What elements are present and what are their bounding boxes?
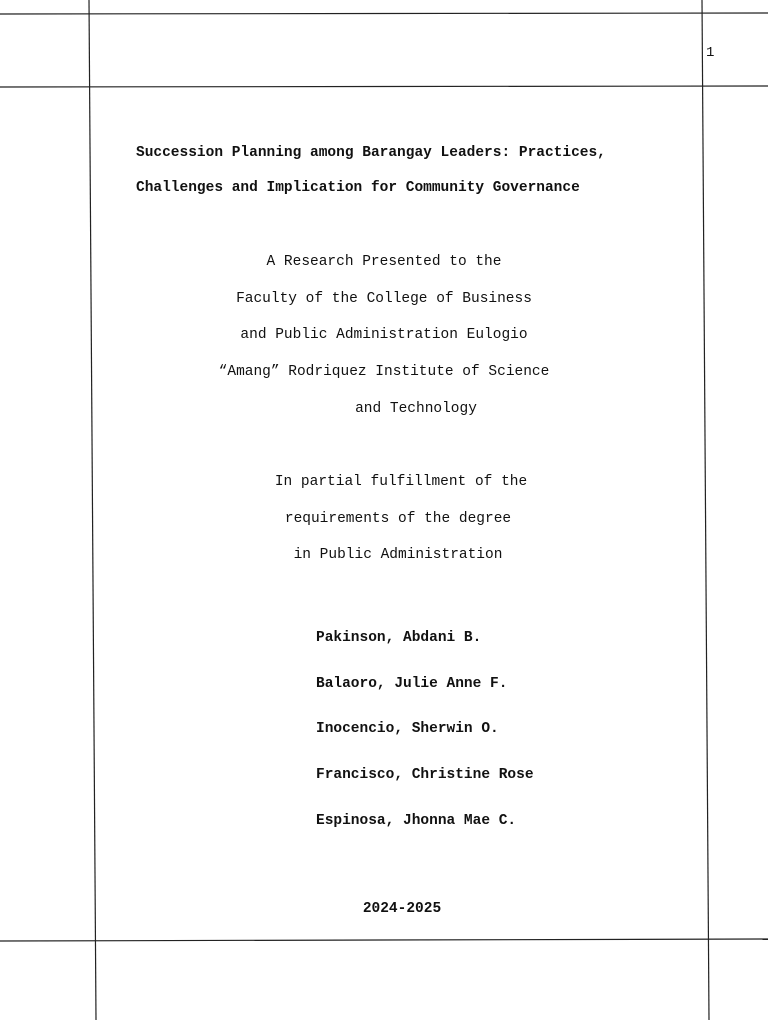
title-line: Succession Planning among Barangay Leaders: Practices,	[136, 145, 606, 161]
author-name: Francisco, Christine Rose	[316, 767, 534, 784]
academic-year: 2024-2025	[362, 901, 442, 917]
presentation-line: and Technology	[355, 400, 477, 417]
presentation-line: and Public Administration Eulogio	[240, 327, 528, 344]
top-margin-guide	[0, 13, 768, 14]
fulfillment-statement	[0, 464, 768, 574]
author-name: Inocencio, Sherwin O.	[316, 721, 499, 738]
bottom-margin-guide	[0, 939, 768, 941]
title-line: Challenges and Implication for Community Governance	[136, 180, 580, 196]
author-list	[316, 620, 534, 848]
header-margin-guide	[0, 86, 768, 87]
fulfillment-line: requirements of the degree	[284, 510, 512, 527]
presentation-line: “Amang” Rodriquez Institute of Science	[218, 364, 550, 381]
page-number: 1	[706, 45, 715, 61]
document-title	[136, 136, 696, 206]
presentation-line: Faculty of the College of Business	[236, 290, 532, 307]
author-name: Pakinson, Abdani B.	[316, 630, 482, 646]
fulfillment-line: In partial fulfillment of the	[274, 474, 528, 490]
fulfillment-line: in Public Administration	[293, 547, 503, 564]
presentation-line: A Research Presented to the	[266, 254, 502, 270]
author-name: Espinosa, Jhonna Mae C.	[316, 812, 517, 829]
author-name: Balaoro, Julie Anne F.	[316, 675, 508, 692]
presentation-statement	[0, 244, 768, 427]
